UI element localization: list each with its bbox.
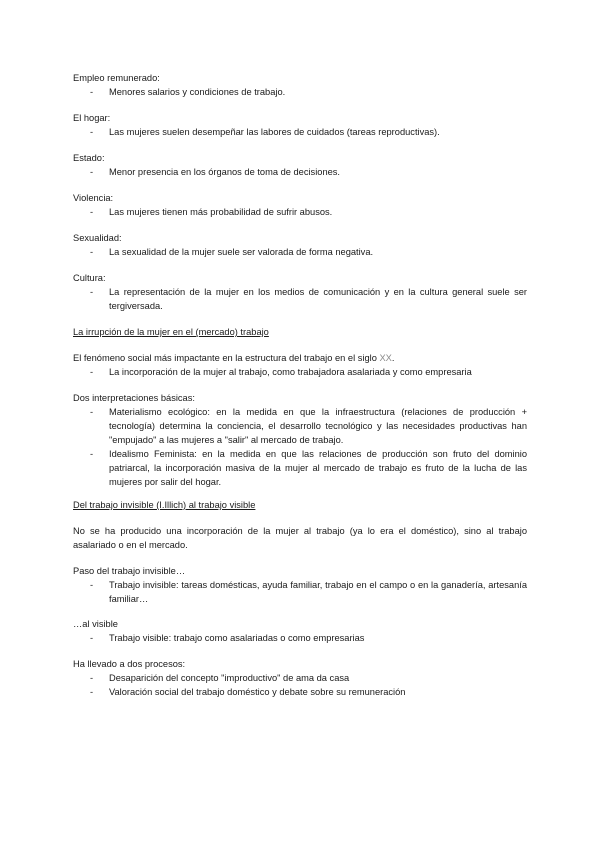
section-label: Sexualidad:: [73, 233, 122, 243]
heading-irrupcion-block: [73, 325, 527, 339]
list-item: - Trabajo invisible: tareas domésticas, ayuda familiar, trabajo en el campo o en la ganadería, artesanía familiar…: [90, 580, 527, 604]
section-heading: La irrupción de la mujer en el (mercado) trabajo: [73, 327, 269, 337]
dash-bullet: -: [90, 367, 94, 377]
dash-bullet: -: [90, 247, 94, 257]
century-text: XX: [379, 353, 392, 363]
list-item: - Idealismo Feminista: en la medida en que las relaciones de producción son fruto del dominio patriarcal, la incorporación masiva de la mujer al mercado de trabajo es fruto de la lucha de las mujeres por salir del hogar.: [90, 449, 527, 487]
procesos-block: [73, 657, 527, 699]
section-label: Estado:: [73, 153, 105, 163]
list-item: - Trabajo visible: trabajo como asalariadas o como empresarias: [90, 633, 365, 643]
paso-block: [73, 564, 527, 606]
dash-bullet: -: [90, 87, 94, 97]
dash-bullet: -: [90, 580, 94, 590]
section-label: Ha llevado a dos procesos:: [73, 659, 186, 669]
section-cultura: [73, 271, 527, 313]
dash-bullet: -: [90, 673, 94, 683]
section-empleo: [73, 71, 527, 99]
list-item: - Materialismo ecológico: en la medida en que la infraestructura (relaciones de producción + tecnología) determina la conciencia, el desarrollo tecnológico y las necesidades productivas han "empujado" a las mujeres a "salir" al mercado de trabajo.: [90, 407, 527, 445]
list-item: - Las mujeres suelen desempeñar las labores de cuidados (tareas reproductivas).: [90, 127, 440, 137]
list-item: - Desaparición del concepto "improductivo" de ama da casa: [90, 673, 350, 683]
dash-bullet: -: [90, 449, 94, 459]
list-item: - La incorporación de la mujer al trabajo, como trabajadora asalariada y como empresaria: [90, 367, 472, 377]
irrupcion-intro: [73, 351, 527, 379]
list-item: - Menor presencia en los órganos de toma de decisiones.: [90, 167, 341, 177]
intro-sentence: El fenómeno social más impactante en la estructura del trabajo en el siglo XX.: [73, 353, 395, 363]
section-label: Paso del trabajo invisible…: [73, 566, 186, 576]
list-item: - Las mujeres tienen más probabilidad de sufrir abusos.: [90, 207, 333, 217]
list-item: - Menores salarios y condiciones de trabajo.: [90, 87, 286, 97]
section-label: …al visible: [73, 619, 118, 629]
dash-bullet: -: [90, 287, 94, 297]
section-label: Cultura:: [73, 273, 106, 283]
section-violencia: [73, 191, 527, 219]
list-item: - La sexualidad de la mujer suele ser valorada de forma negativa.: [90, 247, 374, 257]
visible-block: [73, 617, 527, 645]
section-heading: Del trabajo invisible (I.Illich) al trabajo visible: [73, 500, 256, 510]
heading-invisible-block: [73, 498, 527, 512]
paragraph: No se ha producido una incorporación de la mujer al trabajo (ya lo era el doméstico), sino al trabajo asalariado o en el mercado.: [73, 526, 527, 550]
dash-bullet: -: [90, 407, 94, 417]
list-item: - Valoración social del trabajo doméstico y debate sobre su remuneración: [90, 687, 406, 697]
section-sexualidad: [73, 231, 527, 259]
dash-bullet: -: [90, 127, 94, 137]
section-label: Empleo remunerado:: [73, 73, 160, 83]
dash-bullet: -: [90, 167, 94, 177]
section-estado: [73, 151, 527, 179]
section-label: Violencia:: [73, 193, 114, 203]
interpretaciones-block: [73, 391, 527, 489]
section-hogar: [73, 111, 527, 139]
list-item: - La representación de la mujer en los medios de comunicación y en la cultura general suele ser tergiversada.: [90, 287, 527, 311]
dash-bullet: -: [90, 687, 94, 697]
dash-bullet: -: [90, 207, 94, 217]
section-label: El hogar:: [73, 113, 111, 123]
dash-bullet: -: [90, 633, 94, 643]
section-label: Dos interpretaciones básicas:: [73, 393, 195, 403]
invisible-paragraph: [73, 524, 527, 552]
